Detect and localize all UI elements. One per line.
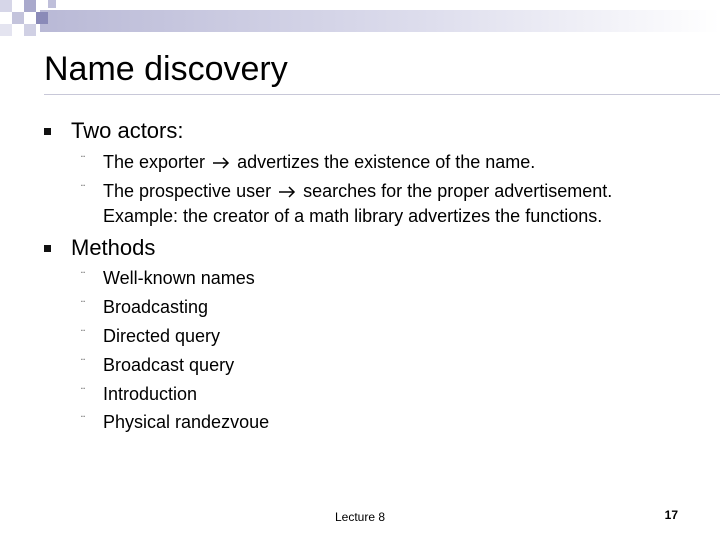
hollow-square-bullet-icon: ¨: [80, 386, 86, 400]
actor-action: searches for the proper advertisement.: [303, 181, 613, 201]
example-text: Example: the creator of a math library advertizes the functions.: [103, 206, 603, 226]
square-bullet-icon: [44, 245, 51, 252]
hollow-square-bullet-icon: ¨: [80, 270, 86, 284]
slide-footer: Lecture 8: [335, 510, 386, 524]
header-decoration: [0, 0, 720, 40]
bullet-text: Two actors:: [71, 118, 184, 143]
hollow-square-bullet-icon: ¨: [80, 154, 86, 168]
page-number: 17: [664, 508, 678, 522]
slide-title: Name discovery: [44, 50, 288, 88]
hollow-square-bullet-icon: ¨: [80, 299, 86, 313]
actor-name: The exporter: [103, 152, 206, 172]
actor-action: advertizes the existence of the name.: [237, 152, 536, 172]
right-arrow-icon: [276, 185, 298, 199]
hollow-square-bullet-icon: ¨: [80, 183, 86, 197]
hollow-square-bullet-icon: ¨: [80, 357, 86, 371]
square-bullet-icon: [44, 128, 51, 135]
hollow-square-bullet-icon: ¨: [80, 414, 86, 428]
bullet-text: Methods: [71, 235, 156, 260]
hollow-square-bullet-icon: ¨: [80, 328, 86, 342]
actor-name: The prospective user: [103, 181, 272, 201]
right-arrow-icon: [210, 156, 232, 170]
title-divider: [44, 94, 720, 95]
